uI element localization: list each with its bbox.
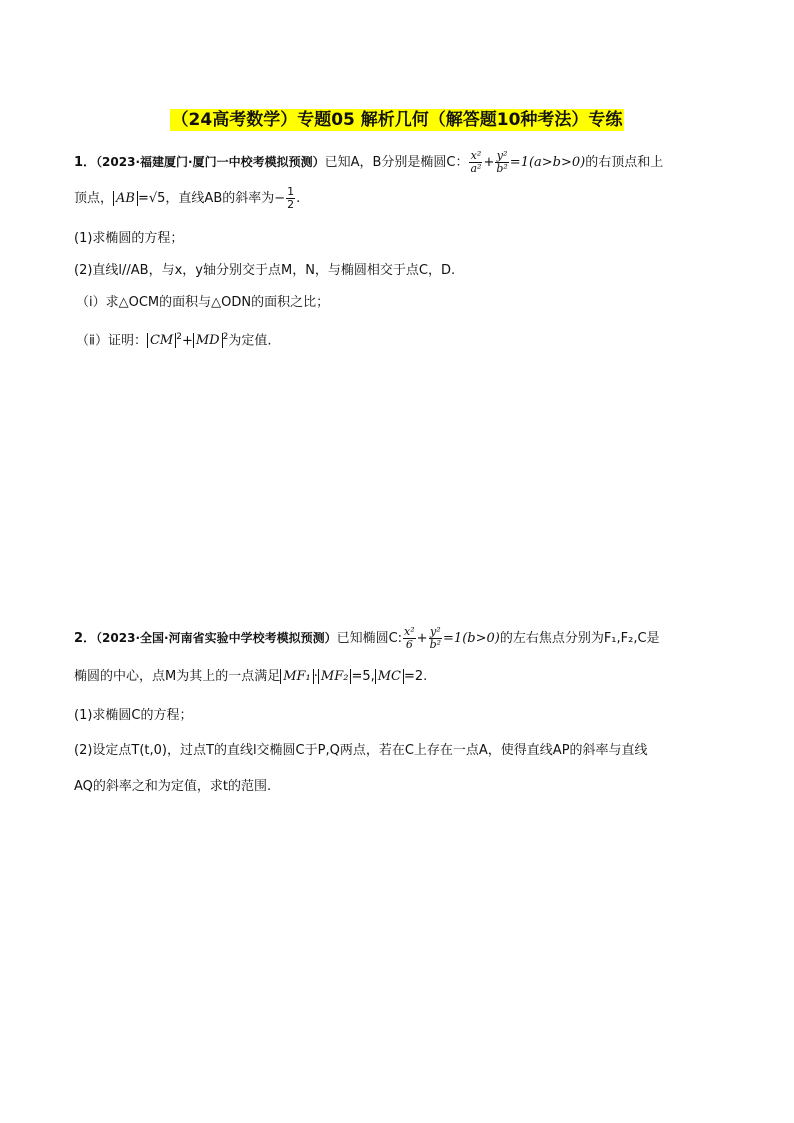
p2-frac-x	[403, 626, 416, 651]
document-title: （24高考数学）专题05 解析几何（解答题10种考法）专练	[171, 110, 623, 130]
p2-mc-abs: MC	[375, 669, 404, 684]
document-title-wrap	[0, 105, 794, 130]
problem1-text-b: 的右顶点和上	[585, 155, 664, 170]
problem1-line1: 1．（2023·福建厦门·厦门一中校考模拟预测）已知A，B分别是椭圆C： $\frac{\text{x²}}{\text{a²}}$ + $\frac{\text{y²}}{\text{b²}}$ =1(a>b>0)的右顶点和上	[74, 149, 664, 175]
problem1-q2ii-b: 为定值.	[228, 333, 272, 349]
problem1-text-a: 已知A，B分别是椭圆C：	[324, 155, 469, 170]
p2-mf1-abs: MF₁	[280, 669, 314, 684]
problem1-line2-b: ，直线AB的斜率为−	[165, 191, 286, 206]
problem2-q2b: AQ的斜率之和为定值，求t的范围.	[74, 779, 272, 794]
p1-eq-rest: =1(a>b>0)	[509, 155, 586, 170]
problem2-number: 2．	[74, 631, 97, 646]
p2-frac-y	[429, 626, 442, 651]
problem1-line2-c: .	[296, 191, 301, 206]
p2-mf2-abs: MF₂	[318, 669, 352, 684]
p1-slope-num: 1	[287, 185, 295, 198]
p1-md-abs: MD	[193, 333, 223, 348]
p1-ab-val: =√5	[137, 191, 166, 206]
problem2-line2: 椭圆的中心，点M为其上的一点满足 MF₁ · MF₂ =5, MC =2.	[74, 669, 428, 684]
p1-ab-abs: AB	[113, 191, 138, 206]
p1-frac-x	[469, 150, 482, 175]
p1-frac-x-den: a²	[470, 162, 482, 175]
problem2-text-a: 已知椭圆C:	[336, 631, 403, 646]
p2-eq3: =2.	[404, 669, 428, 684]
p1-slope-den: 2	[287, 198, 295, 211]
problem2-text-b: 的左右焦点分别为F₁,F₂,C是	[499, 631, 660, 646]
p2-eq2: =5,	[351, 669, 375, 684]
p1-frac-y-den: b²	[496, 162, 508, 175]
problem2-q2a: (2)设定点T(t,0)，过点T的直线l交椭圆C于P,Q两点，若在C上存在一点A，使得直线AP的斜率与直线	[74, 743, 648, 758]
p2-frac-x-den: 6	[405, 638, 413, 651]
problem1-line2	[74, 186, 300, 211]
problem1-q2ii: （ⅱ）证明： CM $^2$+ MD $^2$为定值.	[76, 332, 272, 349]
problem1-number: 1．	[74, 155, 97, 170]
problem1-q2i: （i）求△OCM的面积与△ODN的面积之比；	[76, 295, 330, 310]
p2-frac-y-num: y²	[429, 625, 441, 638]
problem2-line2-a: 椭圆的中心，点M为其上的一点满足	[74, 669, 281, 684]
problem1-q2ii-a: （ⅱ）证明：	[76, 333, 147, 349]
p1-frac-y	[495, 150, 508, 175]
problem2-line1: 2．（2023·全国·河南省实验中学校考模拟预测）已知椭圆C: $\frac{\text{x²}}{6}$ + $\frac{\text{y²}}{\text{b²}}$ =1(b>0)的左右焦点分别为F₁,F₂,C是	[74, 625, 660, 651]
p1-frac-x-num: x²	[470, 149, 482, 162]
problem1-q2: (2)直线l//AB，与x，y轴分别交于点M，N，与椭圆相交于点C，D.	[74, 263, 456, 278]
p1-slope-frac	[286, 186, 295, 211]
problem2-source: （2023·全国·河南省实验中学校考模拟预测）	[96, 631, 337, 645]
p2-frac-y-den: b²	[429, 638, 442, 651]
problem1-source: （2023·福建厦门·厦门一中校考模拟预测）	[96, 155, 325, 169]
p1-frac-y-num: y²	[496, 149, 508, 162]
problem1-line2-a: 顶点，	[74, 191, 114, 206]
p1-cm-abs: CM	[147, 333, 176, 348]
problem2-q1: (1)求椭圆C的方程；	[74, 708, 193, 723]
p2-frac-x-num: x²	[404, 625, 415, 638]
problem1-q1: (1)求椭圆的方程；	[74, 231, 184, 246]
p2-eq-rest: =1(b>0)	[443, 631, 500, 646]
